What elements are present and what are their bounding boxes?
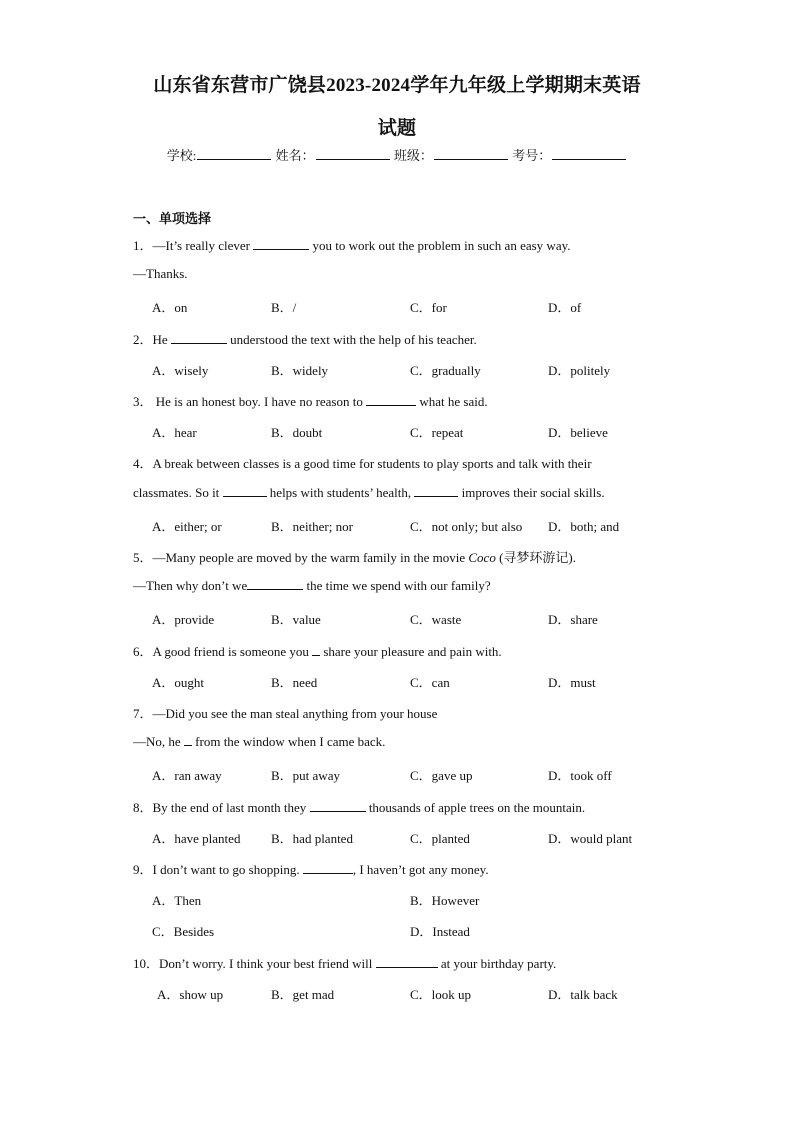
student-info-row (0, 145, 794, 164)
q7-option-c: C．gave up (410, 768, 473, 783)
question-3: 3． He is an honest boy. I have no reason to what he said. (133, 394, 488, 409)
question-6: 6．A good friend is someone you share your pleasure and pain with. (133, 644, 502, 659)
q2-option-d: D．politely (548, 363, 611, 378)
q10-option-c: C．look up (410, 987, 472, 1002)
question-5-reply: —Then why don’t we the time we spend with our family? (133, 578, 491, 593)
q7-option-b: B．put away (271, 768, 340, 783)
q9-option-b: B．However (410, 893, 480, 908)
q8-option-a: A．have planted (152, 831, 241, 846)
q1-option-b: B．/ (271, 300, 297, 315)
question-2: 2．He understood the text with the help of his teacher. (133, 332, 477, 347)
q8-option-c: C．planted (410, 831, 470, 846)
q1-option-c: C．for (410, 300, 447, 315)
q5-option-a: A．provide (152, 612, 215, 627)
q6-option-b: B．need (271, 675, 318, 690)
question-7-reply: —No, he from the window when I came back. (133, 734, 386, 749)
q10-option-b: B．get mad (271, 987, 335, 1002)
school-blank (197, 147, 271, 160)
q6-option-c: C．can (410, 675, 450, 690)
q3-option-c: C．repeat (410, 425, 464, 440)
q6-option-d: D．must (548, 675, 596, 690)
question-10: 10．Don’t worry. I think your best friend will at your birthday party. (133, 956, 557, 971)
q2-option-a: A．wisely (152, 363, 209, 378)
q3-option-d: D．believe (548, 425, 608, 440)
q5-option-c: C．waste (410, 612, 462, 627)
question-1-reply: —Thanks. (133, 266, 188, 281)
q4-option-b: B．neither; nor (271, 519, 353, 534)
q3-option-b: B．doubt (271, 425, 323, 440)
exam-title-line1: 山东省东营市广饶县2023-2024学年九年级上学期期末英语 (153, 75, 641, 96)
question-4: 4．A break between classes is a good time for students to play sports and talk with their (133, 456, 592, 471)
question-8: 8．By the end of last month they thousands of apple trees on the mountain. (133, 800, 586, 815)
question-5: 5．—Many people are moved by the warm family in the movie Coco (寻梦环游记). (133, 550, 577, 565)
q6-option-a: A．ought (152, 675, 205, 690)
q7-option-a: A．ran away (152, 768, 222, 783)
q9-option-c: C．Besides (152, 924, 215, 939)
class-label: 班级： (393, 148, 433, 163)
q2-option-b: B．widely (271, 363, 329, 378)
number-blank (552, 147, 626, 160)
q4-option-a: A．either; or (152, 519, 222, 534)
q1-option-a: A．on (152, 300, 188, 315)
q4-option-c: C．not only; but also (410, 519, 523, 534)
exam-title-line2: 试题 (377, 118, 417, 139)
question-4-line2: classmates. So it helps with students’ health, improves their social skills. (133, 485, 605, 500)
q5-option-d: D．share (548, 612, 598, 627)
class-blank (434, 147, 508, 160)
q10-option-a: A．show up (157, 987, 224, 1002)
q1-option-d: D．of (548, 300, 582, 315)
q7-option-d: D．took off (548, 768, 612, 783)
question-9: 9．I don’t want to go shopping. , I haven’t got any money. (133, 862, 489, 877)
q5-option-b: B．value (271, 612, 321, 627)
q10-option-d: D．talk back (548, 987, 618, 1002)
q9-option-d: D．Instead (410, 924, 470, 939)
q8-option-d: D．would plant (548, 831, 633, 846)
question-1: 1．—It’s really clever you to work out the problem in such an easy way. (133, 238, 571, 253)
section-title: 一、单项选择 (133, 211, 212, 226)
name-label: 姓名： (275, 148, 315, 163)
question-7: 7．—Did you see the man steal anything from your house (133, 706, 438, 721)
number-label: 考号： (512, 148, 552, 163)
q8-option-b: B．had planted (271, 831, 353, 846)
q3-option-a: A．hear (152, 425, 197, 440)
name-blank (316, 147, 390, 160)
q9-option-a: A．Then (152, 893, 202, 908)
q2-option-c: C．gradually (410, 363, 481, 378)
school-label: 学校: (166, 148, 197, 163)
q4-option-d: D．both; and (548, 519, 620, 534)
